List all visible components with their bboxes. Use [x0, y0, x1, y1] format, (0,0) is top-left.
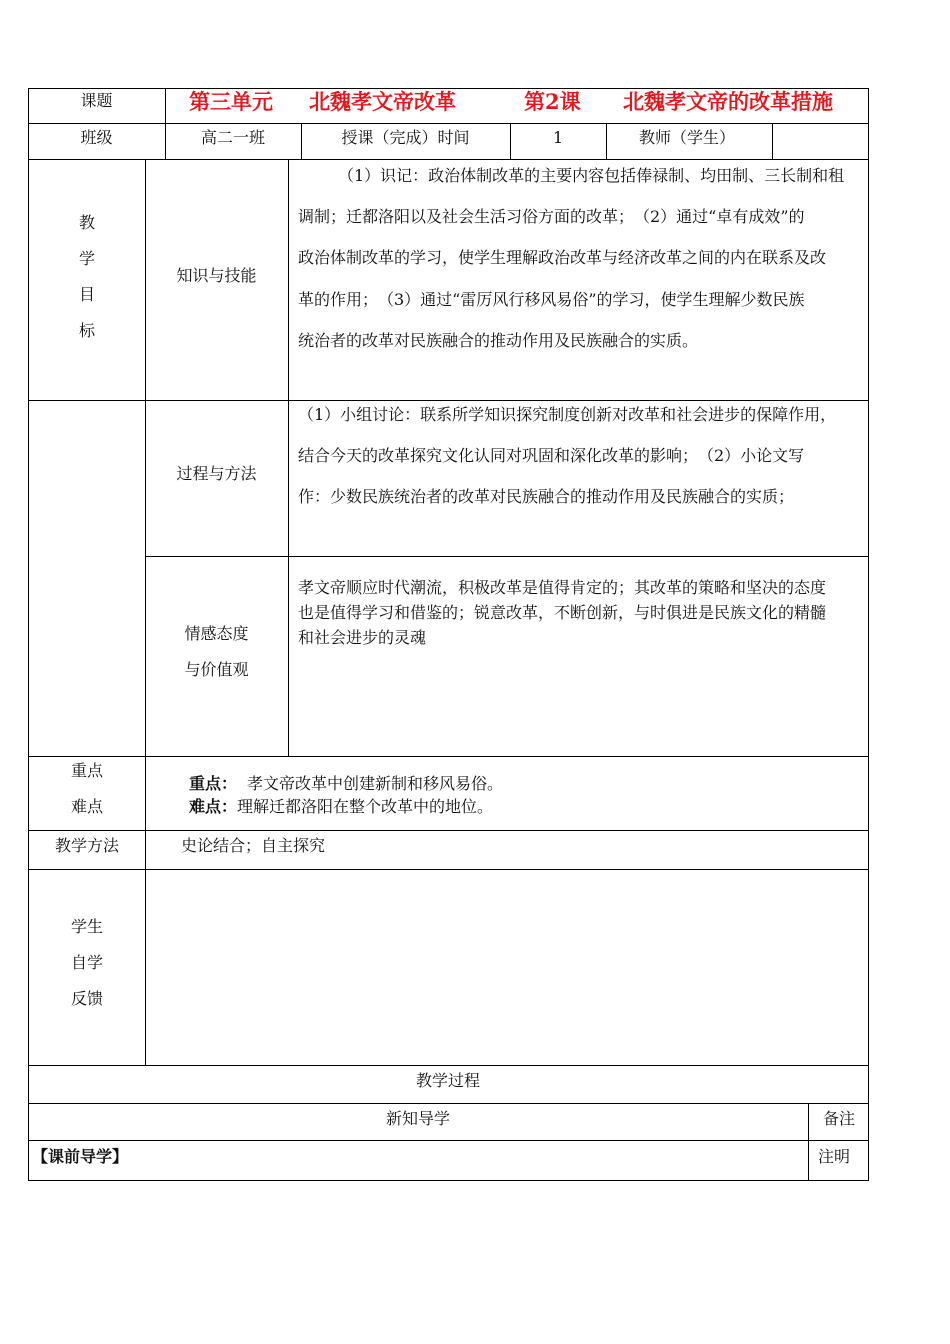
row-divider — [28, 1103, 869, 1104]
knowledge-label: 知识与技能 — [176, 266, 257, 285]
row-divider — [28, 123, 869, 124]
row-divider — [28, 830, 869, 831]
time-value: 1 — [553, 128, 564, 147]
goals-label-char: 标 — [79, 321, 96, 340]
col-divider — [808, 1103, 809, 1181]
col-divider — [145, 869, 146, 1066]
difficult-point-text: 理解迁都洛阳在整个改革中的地位。 — [237, 797, 494, 816]
col-divider — [772, 123, 773, 159]
goals-label-char: 学 — [79, 249, 96, 268]
table-border-right — [868, 88, 869, 1181]
feedback-label: 学生 — [71, 917, 104, 936]
process-heading: 教学过程 — [415, 1071, 480, 1090]
col-divider — [510, 123, 511, 159]
key-point-text: 孝文帝改革中创建新制和移风易俗。 — [247, 774, 504, 793]
preclass-label: 【课前导学】 — [32, 1147, 129, 1166]
process-label: 过程与方法 — [176, 464, 257, 483]
table-border-bottom — [28, 1180, 869, 1181]
emotion-line: 孝文帝顺应时代潮流，积极改革是值得肯定的；其改革的策略和坚决的态度 — [298, 578, 827, 597]
process-line: 结合今天的改革探究文化认同对巩固和深化改革的影响； （2）小论文写 — [298, 446, 805, 465]
knowledge-line: 统治者的改革对民族融合的推动作用及民族融合的实质。 — [298, 331, 699, 350]
knowledge-line: 调制；迁都洛阳以及社会生活习俗方面的改革； （2）通过“卓有成效”的 — [298, 207, 805, 226]
table-border-left — [28, 88, 29, 1181]
key-points-label: 重点 — [71, 761, 104, 780]
method-value: 史论结合；自主探究 — [181, 836, 326, 855]
class-name-label: 班级 — [80, 128, 113, 147]
unit-title: 第三单元 — [189, 89, 273, 114]
row-divider — [28, 1140, 869, 1141]
process-line: 作：少数民族统治者的改革对民族融合的推动作用及民族融合的实质； — [298, 487, 795, 506]
unit-name: 北魏孝文帝改革 — [309, 89, 456, 114]
teacher-label: 教师（学生） — [639, 128, 736, 147]
feedback-label: 自学 — [71, 953, 104, 972]
difficult-point-label: 难点： — [189, 797, 238, 816]
key-point-label: 重点： — [189, 774, 238, 793]
lesson-number: 第2课 — [524, 89, 581, 114]
emotion-label: 情感态度 — [184, 624, 249, 643]
col-divider — [165, 88, 166, 160]
feedback-label: 反馈 — [71, 989, 104, 1008]
knowledge-line: 革的作用； （3）通过“雷厉风行移风易俗”的学习，使学生理解少数民族 — [298, 290, 805, 309]
guide-heading: 新知导学 — [385, 1109, 450, 1128]
emotion-line: 和社会进步的灵魂 — [298, 628, 427, 647]
row-divider — [28, 1065, 869, 1066]
col-divider — [606, 123, 607, 159]
process-line: （1）小组讨论：联系所学知识探究制度创新对改革和社会进步的保障作用， — [298, 405, 837, 424]
goals-label-char: 教 — [79, 213, 96, 232]
class-value: 高二一班 — [200, 128, 265, 147]
subject-label: 课题 — [80, 91, 113, 110]
col-divider — [288, 159, 289, 757]
row-divider — [28, 400, 869, 401]
row-divider — [28, 159, 869, 160]
row-divider — [145, 556, 869, 557]
row-divider — [28, 869, 869, 870]
note-label: 注明 — [818, 1147, 851, 1166]
lesson-title: 北魏孝文帝的改革措施 — [623, 89, 833, 114]
method-label: 教学方法 — [55, 836, 120, 855]
goals-label-char: 目 — [79, 285, 96, 304]
key-points-label: 难点 — [71, 797, 104, 816]
row-divider — [28, 756, 869, 757]
time-label: 授课（完成）时间 — [341, 128, 470, 147]
knowledge-line: 政治体制改革的学习，使学生理解政治改革与经济改革之间的内在联系及改 — [298, 248, 827, 267]
knowledge-line: （1）识记：政治体制改革的主要内容包括俸禄制、均田制、三长制和租 — [338, 166, 845, 185]
emotion-line: 也是值得学习和借鉴的；锐意改革，不断创新，与时俱进是民族文化的精髓 — [298, 603, 827, 622]
remark-label: 备注 — [823, 1109, 856, 1128]
emotion-label: 与价值观 — [184, 660, 249, 679]
